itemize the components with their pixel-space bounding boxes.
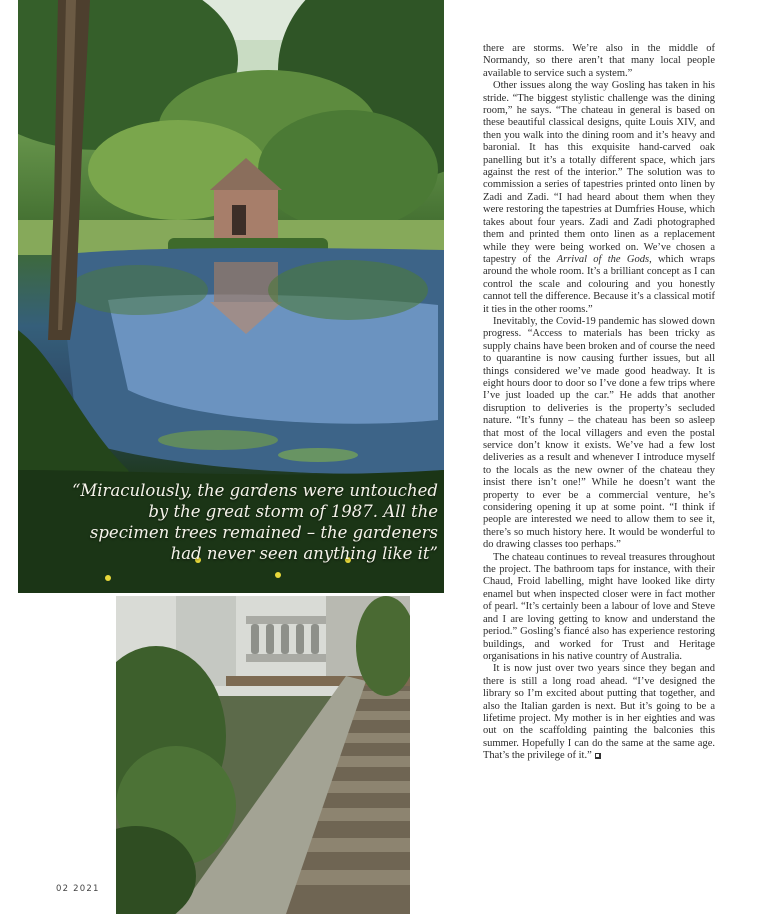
- paragraph-text: It is now just over two years since they began and there is still a long road ahead. “I’ve designed the library so I’m excited about putting that together, and also the Italian garden is next. But it’s going to be a lifetime project. My mother is in her eighties and was out on the scaffolding painting the balconies this summer. Hopefully I can do the same at the same age. That’s the privilege of it.”: [483, 663, 715, 762]
- pull-quote: [58, 480, 438, 564]
- paragraph-text: , which wraps around the whole room. It’s a brilliant concept as I can control the scale and colouring and you honestly cannot tell the difference. Because it’s a classical motif it ties in the other rooms.”: [483, 253, 716, 315]
- article-paragraph: [483, 663, 715, 762]
- staircase-illustration: [116, 596, 410, 914]
- artwork-title: Arrival of the Gods: [556, 253, 650, 265]
- pull-quote-line: by the great storm of 1987. All the: [148, 502, 438, 521]
- article-paragraph: Inevitably, the Covid-19 pandemic has slowed down progress. “Access to materials has been tricky as supply chains have been broken and of course the need to quarantine is now causing further issues, but all things considered we’ve made good headway. It is eight hours door to door so I’ve done a few trips where I’ve just loaded up the car.” He adds that another disruption to deliveries is the property’s secluded nature. “It’s funny – the chateau has been so asleep that most of the local villagers and even the postal service don’t know it exists. We’ve had a few lost deliveries as a result and whenever I introduce myself to the locals as the new owner of the chateau they insist there isn’t one!” While he doesn’t want the property to ever be a commercial venture, he’s considering opening it up at some point. “I think if people are interested we need to allow them to see it, there’s so much history here. It would be wonderful to do drawing classes too perhaps.”: [483, 315, 715, 551]
- stone-staircase-photo: [116, 596, 410, 914]
- pull-quote-line: specimen trees remained – the gardeners: [89, 523, 438, 542]
- article-body: [483, 43, 715, 763]
- article-paragraph: [483, 80, 715, 316]
- article-paragraph: there are storms. We’re also in the middle of Normandy, so there aren’t that many local people available to service such a system.”: [483, 43, 715, 79]
- paragraph-text: Other issues along the way Gosling has taken in his stride. “The biggest stylistic challenge was the dining room,” he says. “The chateau in general is based on these beautiful classical designs, quite Louis XIV, and then you walk into the dining room and it’s heavy and baronial. It has this exquisite hand-carved oak panelling but it’s a totally different space, which jars against the rest of the interior.” The solution was to commission a series of tapestries printed onto linen by Zadi and Zadi. “I had heard about them when they were restoring the tapestries at Dumfries House, which takes about four years. Zadi and Zadi photographed them and printed them onto linen as a replacement while they were being worked on. We’ve chosen a tapestry of the: [483, 80, 715, 265]
- folio-date: 02 2021: [56, 884, 100, 894]
- garden-pond-photo: [18, 0, 444, 593]
- end-of-article-icon: [595, 753, 601, 759]
- pull-quote-line: “Miraculously, the gardens were untouched: [71, 481, 438, 500]
- pull-quote-line: had never seen anything like it”: [170, 544, 438, 563]
- article-paragraph: The chateau continues to reveal treasures throughout the project. The bathroom taps for instance, with their Chaud, Froid labelling, might have looked like dirty enamel but when inspected closer were in fact mother of pearl. “It’s certainly been a labour of love and Steve and I are loving getting to know and understand the period.” Gosling’s fiancé also has experience restoring buildings, and worked for Trust and Heritage organisations in his native country of Australia.: [483, 551, 715, 662]
